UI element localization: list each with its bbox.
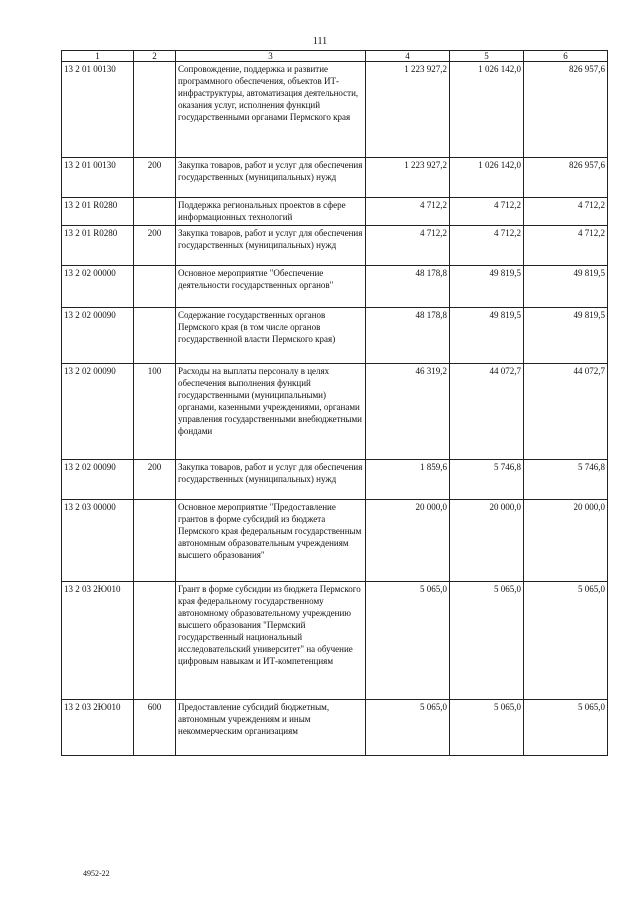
row-value-col5: 5 065,0 xyxy=(450,700,524,756)
row-value-col6: 5 065,0 xyxy=(524,700,608,756)
row-value-col6: 49 819,5 xyxy=(524,308,608,364)
row-value-col6: 826 957,6 xyxy=(524,62,608,158)
row-expense-type xyxy=(134,62,176,158)
row-value-col6: 49 819,5 xyxy=(524,266,608,308)
row-value-col6: 44 072,7 xyxy=(524,364,608,460)
row-value-col4: 5 065,0 xyxy=(366,582,450,700)
row-value-col4: 48 178,8 xyxy=(366,266,450,308)
row-value-col4: 4 712,2 xyxy=(366,226,450,266)
row-name: Содержание государственных органов Пермского края (в том числе органов государственной власти Пермского края) xyxy=(176,308,366,364)
row-expense-type: 200 xyxy=(134,226,176,266)
table-row xyxy=(62,226,608,266)
row-code: 13 2 02 00000 xyxy=(62,266,134,308)
table-row xyxy=(62,308,608,364)
row-value-col6: 4 712,2 xyxy=(524,198,608,226)
table-row xyxy=(62,364,608,460)
column-header: 2 xyxy=(134,51,176,62)
row-value-col5: 4 712,2 xyxy=(450,226,524,266)
row-name: Предоставление субсидий бюджетным, автономным учреждениям и иным некоммерческим организациям xyxy=(176,700,366,756)
table-row xyxy=(62,198,608,226)
row-value-col6: 826 957,6 xyxy=(524,158,608,198)
row-name: Закупка товаров, работ и услуг для обеспечения государственных (муниципальных) нужд xyxy=(176,460,366,500)
row-value-col4: 1 223 927,2 xyxy=(366,62,450,158)
table-header-row xyxy=(62,51,608,62)
row-name: Сопровождение, поддержка и развитие программного обеспечения, объектов ИТ-инфраструктуры, автоматизация деятельности, оказания услуг, исполнения функций государственными органами Пермского края xyxy=(176,62,366,158)
row-name: Грант в форме субсидии из бюджета Пермского края федеральному государственному автономному образовательному учреждению высшего образования "Пермский государственный национальный исследовательский университет" на обучение цифровым навыкам и ИТ-компетенциям xyxy=(176,582,366,700)
table-row xyxy=(62,582,608,700)
row-value-col5: 20 000,0 xyxy=(450,500,524,582)
row-expense-type xyxy=(134,582,176,700)
row-value-col5: 49 819,5 xyxy=(450,266,524,308)
table-row xyxy=(62,266,608,308)
column-header: 4 xyxy=(366,51,450,62)
row-code: 13 2 03 2Ю010 xyxy=(62,582,134,700)
row-expense-type: 200 xyxy=(134,460,176,500)
column-header: 1 xyxy=(62,51,134,62)
row-expense-type: 200 xyxy=(134,158,176,198)
table-row xyxy=(62,158,608,198)
row-value-col5: 5 746,8 xyxy=(450,460,524,500)
column-header: 3 xyxy=(176,51,366,62)
row-expense-type: 100 xyxy=(134,364,176,460)
row-value-col5: 1 026 142,0 xyxy=(450,62,524,158)
row-expense-type xyxy=(134,308,176,364)
document-code: 4952-22 xyxy=(83,869,110,878)
row-expense-type: 600 xyxy=(134,700,176,756)
row-value-col4: 20 000,0 xyxy=(366,500,450,582)
table-row xyxy=(62,700,608,756)
budget-table xyxy=(61,50,608,756)
row-code: 13 2 01 00130 xyxy=(62,62,134,158)
table-row xyxy=(62,62,608,158)
row-name: Основное мероприятие "Обеспечение деятельности государственных органов" xyxy=(176,266,366,308)
row-value-col5: 1 026 142,0 xyxy=(450,158,524,198)
row-value-col6: 5 746,8 xyxy=(524,460,608,500)
row-code: 13 2 02 00090 xyxy=(62,308,134,364)
table-row xyxy=(62,460,608,500)
row-value-col6: 4 712,2 xyxy=(524,226,608,266)
row-code: 13 2 02 00090 xyxy=(62,364,134,460)
row-value-col5: 5 065,0 xyxy=(450,582,524,700)
row-name: Закупка товаров, работ и услуг для обеспечения государственных (муниципальных) нужд xyxy=(176,226,366,266)
row-code: 13 2 01 00130 xyxy=(62,158,134,198)
row-value-col4: 4 712,2 xyxy=(366,198,450,226)
row-value-col4: 1 223 927,2 xyxy=(366,158,450,198)
row-code: 13 2 02 00090 xyxy=(62,460,134,500)
row-expense-type xyxy=(134,198,176,226)
row-code: 13 2 01 R0280 xyxy=(62,226,134,266)
row-value-col5: 49 819,5 xyxy=(450,308,524,364)
row-value-col6: 20 000,0 xyxy=(524,500,608,582)
row-value-col5: 44 072,7 xyxy=(450,364,524,460)
row-code: 13 2 03 00000 xyxy=(62,500,134,582)
row-expense-type xyxy=(134,266,176,308)
row-code: 13 2 03 2Ю010 xyxy=(62,700,134,756)
row-value-col4: 5 065,0 xyxy=(366,700,450,756)
row-value-col4: 46 319,2 xyxy=(366,364,450,460)
row-code: 13 2 01 R0280 xyxy=(62,198,134,226)
row-name: Расходы на выплаты персоналу в целях обеспечения выполнения функций государственными (муниципальными) органами, казенными учреждениями, органами управления государственными внебюджетными фондами xyxy=(176,364,366,460)
table-row xyxy=(62,500,608,582)
row-name: Закупка товаров, работ и услуг для обеспечения государственных (муниципальных) нужд xyxy=(176,158,366,198)
row-name: Основное мероприятие "Предоставление грантов в форме субсидий из бюджета Пермского края федеральным государственным автономным образовательным учреждениям высшего образования" xyxy=(176,500,366,582)
row-value-col4: 1 859,6 xyxy=(366,460,450,500)
page-number: 111 xyxy=(312,36,328,47)
row-value-col4: 48 178,8 xyxy=(366,308,450,364)
row-name: Поддержка региональных проектов в сфере информационных технологий xyxy=(176,198,366,226)
column-header: 6 xyxy=(524,51,608,62)
row-value-col6: 5 065,0 xyxy=(524,582,608,700)
column-header: 5 xyxy=(450,51,524,62)
row-expense-type xyxy=(134,500,176,582)
row-value-col5: 4 712,2 xyxy=(450,198,524,226)
